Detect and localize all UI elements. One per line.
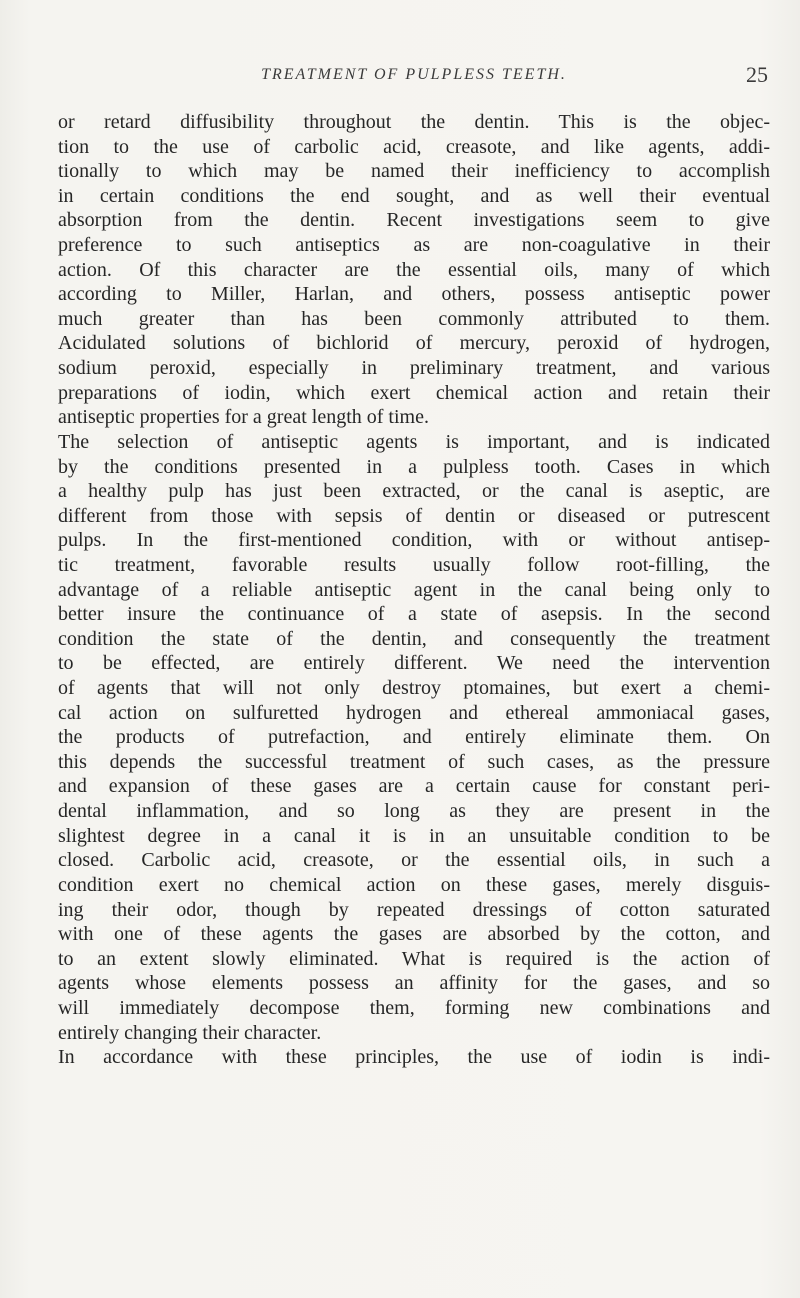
page-number: 25 bbox=[746, 62, 768, 87]
text-line: ing their odor, though by repeated dressings of cotton saturated bbox=[58, 898, 770, 921]
text-line: tic treatment, favorable results usually follow root-filling, the bbox=[58, 553, 770, 576]
text-line: agents whose elements possess an affinity for the gases, and so bbox=[58, 972, 770, 995]
text-line: In accordance with these principles, the use of iodin is indi- bbox=[58, 1046, 770, 1069]
text-line: or retard diffusibility throughout the dentin. This is the objec- bbox=[58, 111, 770, 133]
text-line: in certain conditions the end sought, and as well their eventual bbox=[58, 184, 770, 207]
text-line: The selection of antiseptic agents is important, and is indicated bbox=[58, 430, 770, 453]
text-line: dental inflammation, and so long as they are present in the bbox=[58, 800, 770, 823]
body-text bbox=[58, 110, 770, 1070]
text-line: a healthy pulp has just been extracted, or the canal is aseptic, are bbox=[58, 480, 770, 503]
text-line: condition exert no chemical action on these gases, merely disguis- bbox=[58, 873, 770, 896]
text-line: will immediately decompose them, forming new combinations and bbox=[58, 996, 770, 1019]
text-line: sodium peroxid, especially in preliminary treatment, and various bbox=[58, 357, 770, 380]
text-line: with one of these agents the gases are absorbed by the cotton, and bbox=[58, 923, 770, 946]
text-line: preference to such antiseptics as are non-coagulative in their bbox=[58, 234, 770, 257]
text-line: Acidulated solutions of bichlorid of mercury, peroxid of hydrogen, bbox=[58, 332, 770, 355]
text-line: much greater than has been commonly attributed to them. bbox=[58, 307, 770, 330]
running-head bbox=[58, 62, 770, 92]
text-line: advantage of a reliable antiseptic agent in the canal being only to bbox=[58, 578, 770, 601]
text-line: by the conditions presented in a pulpless tooth. Cases in which bbox=[58, 455, 770, 478]
text-line: closed. Carbolic acid, creasote, or the essential oils, in such a bbox=[58, 849, 770, 872]
text-line: according to Miller, Harlan, and others, possess antiseptic power bbox=[58, 283, 770, 306]
text-line: tionally to which may be named their inefficiency to accomplish bbox=[58, 160, 770, 183]
text-line: slightest degree in a canal it is in an unsuitable condition to be bbox=[58, 824, 770, 847]
text-line: the products of putrefaction, and entirely eliminate them. On bbox=[58, 726, 770, 749]
text-line: tion to the use of carbolic acid, creasote, and like agents, addi- bbox=[58, 135, 770, 158]
text-line: pulps. In the first-mentioned condition, with or without antisep- bbox=[58, 529, 770, 552]
text-line: to be effected, are entirely different. We need the intervention bbox=[58, 652, 770, 675]
text-line: cal action on sulfuretted hydrogen and ethereal ammoniacal gases, bbox=[58, 701, 770, 724]
text-line: of agents that will not only destroy ptomaines, but exert a chemi- bbox=[58, 677, 770, 700]
text-line: different from those with sepsis of dentin or diseased or putrescent bbox=[58, 504, 770, 527]
text-line: better insure the continuance of a state of asepsis. In the second bbox=[58, 603, 770, 626]
text-line: condition the state of the dentin, and consequently the treatment bbox=[58, 627, 770, 650]
text-line: antiseptic properties for a great length of time. bbox=[58, 406, 429, 429]
text-line: absorption from the dentin. Recent investigations seem to give bbox=[58, 209, 770, 232]
running-title: TREATMENT OF PULPLESS TEETH. bbox=[261, 66, 567, 83]
text-line: preparations of iodin, which exert chemical action and retain their bbox=[58, 381, 770, 404]
text-line: this depends the successful treatment of such cases, as the pressure bbox=[58, 750, 770, 773]
text-line: to an extent slowly eliminated. What is required is the action of bbox=[58, 947, 770, 970]
text-line: action. Of this character are the essential oils, many of which bbox=[58, 258, 770, 281]
text-line: entirely changing their character. bbox=[58, 1021, 322, 1044]
text-line: and expansion of these gases are a certain cause for constant peri- bbox=[58, 775, 770, 798]
